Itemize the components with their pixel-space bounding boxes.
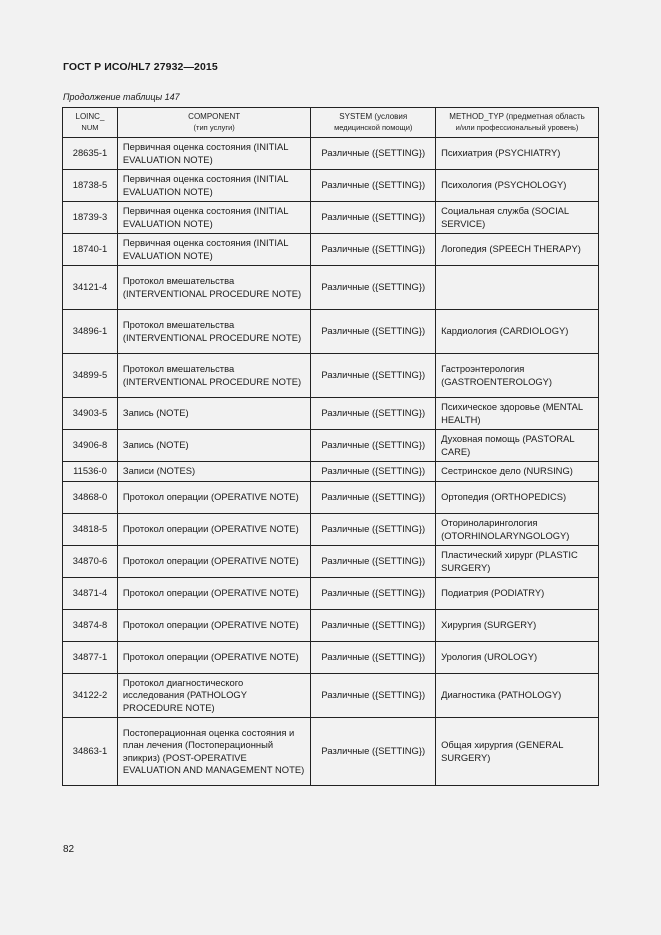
table-row — [63, 310, 599, 354]
column-header-system — [311, 108, 436, 138]
cell-loinc-num: 34906-8 — [63, 430, 118, 462]
table-row — [63, 138, 599, 170]
cell-method: Логопедия (SPEECH THERAPY) — [436, 234, 599, 266]
page-number: 82 — [63, 844, 75, 855]
table-row — [63, 578, 599, 610]
table-row — [63, 718, 599, 786]
table-row — [63, 674, 599, 718]
cell-method: Пластический хирург (PLASTIC SURGERY) — [436, 546, 599, 578]
table-row — [63, 266, 599, 310]
table-row — [63, 234, 599, 266]
table-row — [63, 462, 599, 482]
table-row — [63, 398, 599, 430]
cell-loinc-num: 18740-1 — [63, 234, 118, 266]
cell-system: Различные ({SETTING}) — [311, 202, 436, 234]
cell-component: Записи (NOTES) — [117, 462, 311, 482]
cell-method: Оториноларингология (OTORHINOLARYNGOLOGY) — [436, 514, 599, 546]
cell-loinc-num: 34871-4 — [63, 578, 118, 610]
cell-system: Различные ({SETTING}) — [311, 430, 436, 462]
table-row — [63, 546, 599, 578]
cell-system: Различные ({SETTING}) — [311, 610, 436, 642]
cell-system: Различные ({SETTING}) — [311, 514, 436, 546]
table-row — [63, 514, 599, 546]
cell-component: Первичная оценка состояния (INITIAL EVALUATION NOTE) — [117, 202, 311, 234]
cell-system: Различные ({SETTING}) — [311, 266, 436, 310]
table-caption: Продолжение таблицы 147 — [63, 92, 180, 102]
cell-component: Протокол вмешательства (INTERVENTIONAL PROCEDURE NOTE) — [117, 310, 311, 354]
cell-loinc-num: 34874-8 — [63, 610, 118, 642]
cell-component: Протокол диагностического исследования (PATHOLOGY PROCEDURE NOTE) — [117, 674, 311, 718]
cell-component: Протокол операции (OPERATIVE NOTE) — [117, 514, 311, 546]
cell-loinc-num: 18739-3 — [63, 202, 118, 234]
table-row — [63, 610, 599, 642]
cell-method: Психическое здоровье (MENTAL HEALTH) — [436, 398, 599, 430]
column-header-component — [117, 108, 311, 138]
cell-method: Общая хирургия (GENERAL SURGERY) — [436, 718, 599, 786]
cell-system: Различные ({SETTING}) — [311, 718, 436, 786]
cell-method: Хирургия (SURGERY) — [436, 610, 599, 642]
cell-system: Различные ({SETTING}) — [311, 310, 436, 354]
table-header-row — [63, 108, 599, 138]
cell-loinc-num: 34818-5 — [63, 514, 118, 546]
cell-component: Протокол вмешательства (INTERVENTIONAL PROCEDURE NOTE) — [117, 354, 311, 398]
column-header-label: SYSTEM (условия — [339, 112, 408, 121]
cell-component: Запись (NOTE) — [117, 430, 311, 462]
cell-method: Социальная служба (SOCIAL SERVICE) — [436, 202, 599, 234]
cell-method: Ортопедия (ORTHOPEDICS) — [436, 482, 599, 514]
cell-method — [436, 266, 599, 310]
cell-loinc-num: 34877-1 — [63, 642, 118, 674]
cell-loinc-num: 11536-0 — [63, 462, 118, 482]
cell-component: Протокол операции (OPERATIVE NOTE) — [117, 482, 311, 514]
cell-component: Запись (NOTE) — [117, 398, 311, 430]
cell-method: Психология (PSYCHOLOGY) — [436, 170, 599, 202]
cell-loinc-num: 34870-6 — [63, 546, 118, 578]
cell-system: Различные ({SETTING}) — [311, 138, 436, 170]
cell-method: Психиатрия (PSYCHIATRY) — [436, 138, 599, 170]
cell-loinc-num: 28635-1 — [63, 138, 118, 170]
column-header-sub: NUM — [81, 122, 99, 132]
cell-loinc-num: 34122-2 — [63, 674, 118, 718]
cell-system: Различные ({SETTING}) — [311, 674, 436, 718]
cell-loinc-num: 18738-5 — [63, 170, 118, 202]
cell-loinc-num: 34863-1 — [63, 718, 118, 786]
cell-system: Различные ({SETTING}) — [311, 642, 436, 674]
cell-component: Протокол операции (OPERATIVE NOTE) — [117, 546, 311, 578]
column-header-label: LOINC_ — [75, 112, 105, 121]
cell-loinc-num: 34868-0 — [63, 482, 118, 514]
cell-component: Постоперационная оценка состояния и план лечения (Постоперационный эпикриз) (POST-OPERATIVE EVALUATION AND MANAGEMENT NOTE) — [117, 718, 311, 786]
cell-method: Духовная помощь (PASTORAL CARE) — [436, 430, 599, 462]
cell-method: Диагностика (PATHOLOGY) — [436, 674, 599, 718]
cell-system: Различные ({SETTING}) — [311, 578, 436, 610]
table-row — [63, 430, 599, 462]
cell-component: Первичная оценка состояния (INITIAL EVALUATION NOTE) — [117, 170, 311, 202]
table-row — [63, 202, 599, 234]
cell-system: Различные ({SETTING}) — [311, 354, 436, 398]
column-header-label: METHOD_TYP (предметная область — [449, 112, 585, 121]
cell-loinc-num: 34121-4 — [63, 266, 118, 310]
table-row — [63, 642, 599, 674]
cell-component: Протокол операции (OPERATIVE NOTE) — [117, 578, 311, 610]
cell-system: Различные ({SETTING}) — [311, 462, 436, 482]
cell-system: Различные ({SETTING}) — [311, 482, 436, 514]
cell-component: Протокол вмешательства (INTERVENTIONAL PROCEDURE NOTE) — [117, 266, 311, 310]
cell-method: Сестринское дело (NURSING) — [436, 462, 599, 482]
cell-method: Урология (UROLOGY) — [436, 642, 599, 674]
table-row — [63, 482, 599, 514]
cell-system: Различные ({SETTING}) — [311, 398, 436, 430]
column-header-sub: (тип услуги) — [193, 122, 235, 132]
cell-method: Подиатрия (PODIATRY) — [436, 578, 599, 610]
data-table — [62, 107, 599, 786]
cell-system: Различные ({SETTING}) — [311, 234, 436, 266]
cell-loinc-num: 34896-1 — [63, 310, 118, 354]
cell-component: Первичная оценка состояния (INITIAL EVALUATION NOTE) — [117, 234, 311, 266]
cell-system: Различные ({SETTING}) — [311, 546, 436, 578]
column-header-loinc-num — [63, 108, 118, 138]
cell-method: Кардиология (CARDIOLOGY) — [436, 310, 599, 354]
cell-component: Протокол операции (OPERATIVE NOTE) — [117, 610, 311, 642]
column-header-label: COMPONENT — [188, 112, 241, 121]
column-header-sub: и/или профессиональный уровень) — [455, 122, 579, 132]
column-header-sub: медицинской помощи) — [334, 122, 413, 132]
column-header-method — [436, 108, 599, 138]
document-title: ГОСТ Р ИСО/HL7 27932—2015 — [63, 61, 218, 73]
cell-component: Первичная оценка состояния (INITIAL EVALUATION NOTE) — [117, 138, 311, 170]
table-row — [63, 354, 599, 398]
cell-component: Протокол операции (OPERATIVE NOTE) — [117, 642, 311, 674]
cell-system: Различные ({SETTING}) — [311, 170, 436, 202]
cell-loinc-num: 34899-5 — [63, 354, 118, 398]
table-row — [63, 170, 599, 202]
cell-method: Гастроэнтерология (GASTROENTEROLOGY) — [436, 354, 599, 398]
cell-loinc-num: 34903-5 — [63, 398, 118, 430]
